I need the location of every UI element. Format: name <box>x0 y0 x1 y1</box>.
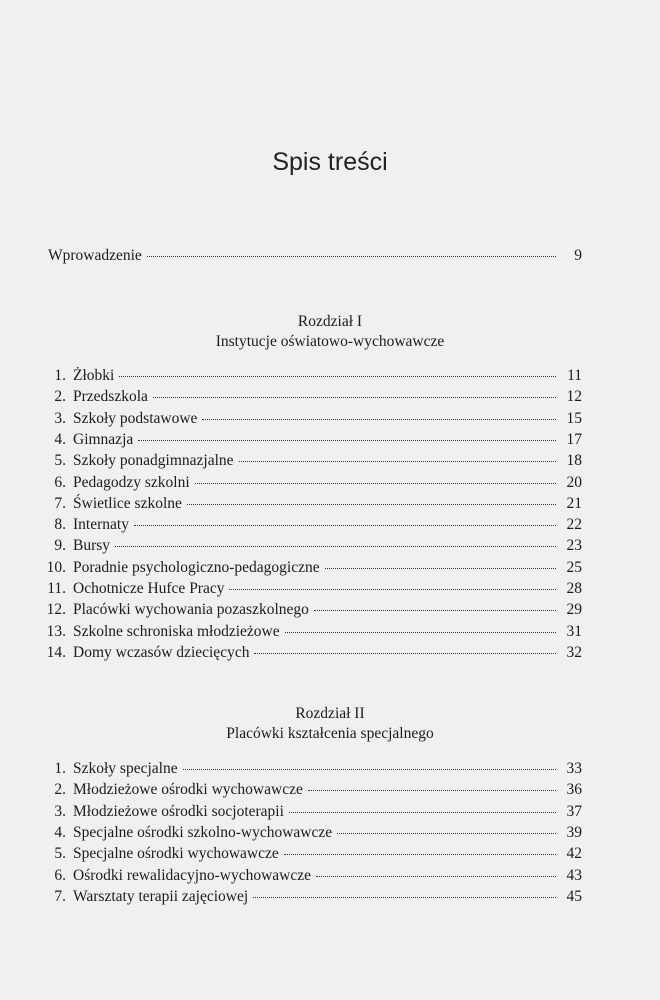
toc-entry-page: 37 <box>566 802 582 820</box>
toc-entry-label: Szkoły podstawowe <box>73 409 198 427</box>
toc-entry-label: Szkoły specjalne <box>73 760 178 777</box>
toc-entry-number: 7. <box>54 494 66 512</box>
toc-entry <box>36 558 582 578</box>
toc-entry-page: 25 <box>566 558 582 576</box>
toc-entry-page: 9 <box>574 247 582 264</box>
toc-entry <box>36 366 582 386</box>
chapter-heading: Rozdział I <box>297 313 363 330</box>
toc-entry-label: Specjalne ośrodki szkolno-wychowawcze <box>73 823 333 841</box>
dot-leader <box>284 853 556 855</box>
toc-entry <box>36 473 582 493</box>
toc-entry-label: Bursy <box>73 537 111 555</box>
toc-entry <box>36 430 582 450</box>
page-title: Spis treści <box>272 148 388 176</box>
toc-entry-label: Warsztaty terapii zajęciowej <box>73 887 249 905</box>
toc-entry-number: 13. <box>46 622 66 640</box>
toc-entry-number: 14. <box>46 643 66 661</box>
toc-entry-label: Szkolne schroniska młodzieżowe <box>73 622 280 640</box>
toc-entry-intro <box>48 246 582 266</box>
dot-leader <box>285 631 556 633</box>
toc-entry <box>36 451 582 471</box>
toc-entry-label: Przedszkola <box>73 388 148 406</box>
toc-entry-page: 12 <box>566 388 582 406</box>
toc-entry-number: 6. <box>54 866 66 884</box>
chapter-subtitle: Placówki kształcenia specjalnego <box>226 725 434 742</box>
toc-entry-page: 17 <box>566 430 582 448</box>
toc-entry-page: 31 <box>566 622 582 640</box>
toc-entry-label: Szkoły ponadgimnazjalne <box>73 452 234 470</box>
toc-entry-page: 43 <box>566 866 582 884</box>
dot-leader <box>253 896 556 898</box>
toc-entry-page: 15 <box>566 409 582 427</box>
toc-entry-page: 11 <box>567 367 582 384</box>
chapter-heading: Rozdział II <box>295 705 365 722</box>
toc-entry-page: 42 <box>566 845 582 863</box>
toc-entry <box>36 515 582 535</box>
dot-leader <box>337 832 556 834</box>
toc-entry-number: 5. <box>54 845 66 863</box>
toc-entry-number: 1. <box>54 367 66 384</box>
toc-entry <box>36 643 582 663</box>
toc-entry-number: 7. <box>54 887 66 905</box>
toc-entry-number: 6. <box>54 473 66 491</box>
dot-leader <box>229 588 556 590</box>
toc-entry-page: 45 <box>566 887 582 905</box>
toc-entry-number: 10. <box>46 558 66 576</box>
toc-entry-label: Młodzieżowe ośrodki wychowawcze <box>73 781 303 799</box>
dot-leader <box>314 609 556 611</box>
toc-entry-number: 4. <box>54 823 66 841</box>
toc-entry-label: Gimnazja <box>73 430 134 448</box>
toc-entry <box>36 844 582 864</box>
toc-entry <box>36 866 582 886</box>
toc-entry-page: 39 <box>566 823 582 841</box>
toc-entry-label: Domy wczasów dziecięcych <box>73 643 250 661</box>
toc-entry-label: Żłobki <box>73 367 115 384</box>
toc-entry-label: Pedagodzy szkolni <box>73 473 190 491</box>
toc-entry <box>36 759 582 779</box>
toc-entry <box>36 536 582 556</box>
toc-entry <box>36 823 582 843</box>
dot-leader <box>316 875 556 877</box>
dot-leader <box>289 811 556 813</box>
toc-entry-label: Młodzieżowe ośrodki socjoterapii <box>73 802 284 820</box>
toc-entry-number: 8. <box>54 516 66 534</box>
toc-entry <box>36 387 582 407</box>
toc-entry <box>36 780 582 800</box>
toc-entry-number: 2. <box>54 388 66 406</box>
dot-leader <box>134 524 556 526</box>
toc-entry-page: 29 <box>566 601 582 619</box>
dot-leader <box>138 439 556 441</box>
toc-entry-number: 2. <box>54 781 66 799</box>
dot-leader <box>183 768 556 770</box>
toc-entry-label: Ośrodki rewalidacyjno-wychowawcze <box>73 866 312 884</box>
toc-entry-label: Świetlice szkolne <box>73 494 182 512</box>
toc-entry-label: Specjalne ośrodki wychowawcze <box>73 845 279 863</box>
toc-entry <box>36 887 582 907</box>
toc-entry-number: 3. <box>54 802 66 820</box>
dot-leader <box>202 418 556 420</box>
toc-entry-number: 12. <box>46 601 66 619</box>
dot-leader <box>195 482 556 484</box>
toc-entry-page: 36 <box>566 781 582 799</box>
toc-entry-number: 3. <box>54 409 66 427</box>
toc-entry-label: Internaty <box>73 516 129 534</box>
dot-leader <box>147 255 556 257</box>
toc-entry-number: 5. <box>54 452 66 470</box>
toc-entry <box>36 622 582 642</box>
chapter-subtitle: Instytucje oświatowo-wychowawcze <box>215 333 445 350</box>
toc-entry-number: 1. <box>54 760 66 777</box>
toc-entry-number: 4. <box>54 430 66 448</box>
toc-entry-label: Poradnie psychologiczno-pedagogiczne <box>73 558 320 576</box>
toc-entry-number: 11. <box>47 580 66 597</box>
toc-entry-label: Ochotnicze Hufce Pracy <box>73 580 225 597</box>
toc-entry <box>36 409 582 429</box>
toc-entry-number: 9. <box>54 537 66 555</box>
toc-entry <box>36 600 582 620</box>
dot-leader <box>308 789 556 791</box>
dot-leader <box>115 545 556 547</box>
toc-entry-page: 20 <box>566 473 582 491</box>
dot-leader <box>187 503 556 505</box>
toc-entry-page: 32 <box>566 643 582 661</box>
toc-entry <box>36 494 582 514</box>
toc-entry-page: 18 <box>566 452 582 470</box>
toc-entry-page: 22 <box>566 516 582 534</box>
toc-entry-label: Wprowadzenie <box>48 247 142 264</box>
dot-leader <box>153 396 556 398</box>
dot-leader <box>325 567 556 569</box>
toc-entry-page: 33 <box>566 760 582 777</box>
toc-entry <box>36 579 582 599</box>
dot-leader <box>119 375 556 377</box>
toc-entry-page: 23 <box>566 537 582 555</box>
toc-entry-page: 28 <box>566 580 582 597</box>
toc-entry <box>36 802 582 822</box>
dot-leader <box>254 652 556 654</box>
toc-entry-label: Placówki wychowania pozaszkolnego <box>73 601 309 619</box>
dot-leader <box>239 460 556 462</box>
toc-entry-page: 21 <box>566 494 582 512</box>
